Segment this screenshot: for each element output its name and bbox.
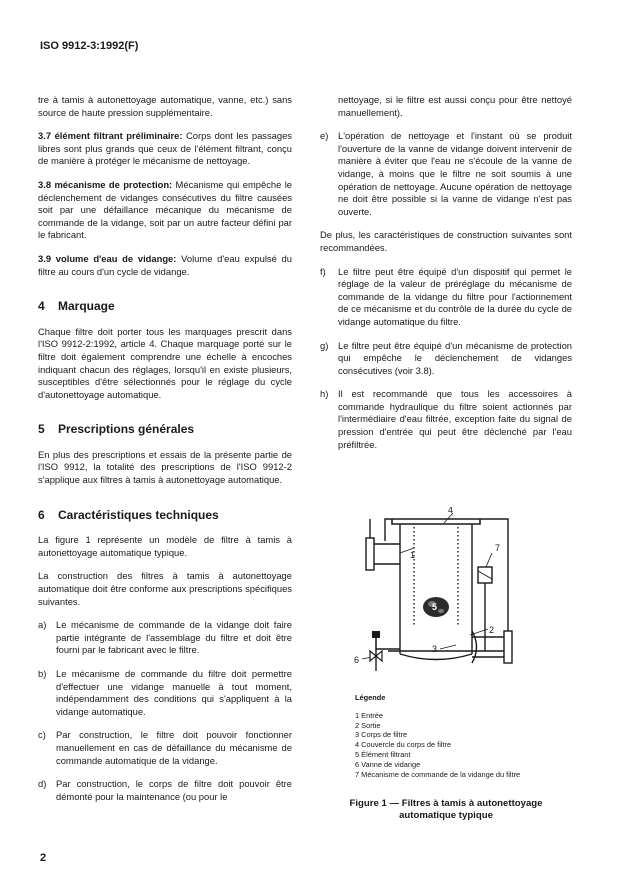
callout-1: 1 [410,550,416,560]
section-number: 5 [38,422,45,437]
term-definition: Corps dont les passages libres sont plus grands que ceux de l'élément filtrant, conçu de manière à protéger le mécanisme de nettoyage. [38,130,292,167]
term-3-7 [38,130,292,168]
list-item-text: Le mécanisme de commande de la vidange doit faire partie intégrante de l'assemblage du filtre et doit être fourni par le fabricant avec le filtre. [56,619,292,656]
list-item [38,668,292,718]
leader-7 [486,553,492,567]
section-6-paragraph-1: La figure 1 représente un modèle de filtre à tamis à autonettoyage automatique typique. [38,534,292,558]
term-definition: Volume d'eau expulsé du filtre au cours d'un cycle de vidange. [38,252,292,277]
section-4-text: Chaque filtre doit porter tous les marquages prescrit dans l'ISO 9912-2:1992, article 4. Chaque marquage porté sur le filtre doit également comprendre une échelle à encoches indiquant chacun des réglages, lorsqu'il en existe plusieurs, susceptibles d'être sélectionnés pour le réglage du cycle d'autonettoyage automatique. [38,325,292,400]
term-definition: Mécanisme qui empêche le déclenchement de vidanges consécutives du filtre causées soit par une défaillance mécanique du mécanisme de commande de la vidange, soit par un autre facteur défini par le fabricant. [38,178,292,241]
list-item [38,729,292,767]
section-title: Marquage [58,299,115,314]
outlet-flange [504,631,512,663]
legend-item: 7 Mécanisme de commande de la vidange du filtre [355,769,521,779]
legend-item: 3 Corps de filtre [355,730,408,740]
list-item-text: Le filtre peut être équipé d'un mécanisme de protection qui empêche le déclenchement de vidanges consécutives (voir 3.8). [338,339,572,376]
filter-body [400,524,472,654]
list-item [320,388,572,451]
valve-actuator [372,631,380,638]
section-heading-6 [38,509,292,522]
section-title: Prescriptions générales [58,422,195,437]
legend-item: 6 Vanne de vidange [355,759,421,769]
term-number: 3.8 [38,178,52,190]
term-number: 3.9 [38,252,52,264]
term-3-8 [38,179,292,242]
right-column [320,94,572,462]
callout-6: 6 [354,655,360,665]
section-heading-4 [38,300,292,313]
list-item [320,266,572,329]
continued-text: tre à tamis à autonettoyage automatique, vanne, etc.) sans source de haute pression supplémentaire. [38,94,292,118]
list-marker: c) [38,729,46,741]
section-title: Caractéristiques techniques [58,507,219,522]
legend-item: 5 Élément filtrant [355,749,411,759]
list-marker: f) [320,265,326,277]
term-number: 3.7 [38,130,52,142]
list-item-text: L'opération de nettoyage et l'instant où se produit l'ouverture de la vanne de vidange doivent intervenir de manière à éviter que l'eau ne s'écoule de la vanne de vidange, à moins que le filtre ne soit soumis à une opération de nettoyage. Aucune opération de nettoyage ne doit être possible si la vanne de vidange n'est pas ouverte. [338,130,572,217]
legend-item: 1 Entrée [355,710,383,720]
term-3-9 [38,253,292,278]
legend-title: Légende [355,693,386,702]
list-item [38,619,292,657]
callout-2: 2 [489,625,495,635]
list-item-text: Par construction, le corps de filtre doit pouvoir être démonté pour la maintenance (ou pour le [56,778,292,802]
list-marker: g) [320,339,329,351]
legend-item: 2 Sortie [355,720,381,730]
inlet-flange [366,538,374,570]
term-label: volume d'eau de vidange: [55,252,177,264]
list-marker: e) [320,130,329,142]
callout-7: 7 [495,543,501,553]
list-item [320,130,572,218]
list-marker: h) [320,388,329,400]
list-item-text: Par construction, le filtre doit pouvoir fonctionner manuellement en cas de défaillance du mécanisme de commande automatique de la vidange. [56,729,292,766]
term-label: mécanisme de protection: [54,178,173,190]
filter-diagram-svg [340,507,530,687]
list-item-text: Le filtre peut être équipé d'un dispositif qui permet le réglage de la valeur de préréglage du mécanisme de commande de la vidange du filtre pour l'actionnement de ce mécanisme et du contrôle de la durée du cycle de vidange automatique du filtre. [338,265,572,327]
list-item-text: Le mécanisme de commande du filtre doit permettre d'effectuer une vidange manuelle à tout moment, indépendamment des conditions qui s'appliquent à la vidange automatique. [56,668,292,717]
screen-mesh-highlight [438,609,444,613]
section-5-text: En plus des prescriptions et essais de la présente partie de l'ISO 9912, la totalité des prescriptions de l'ISO 9912-2 s'applique aux filtres à tamis à autonettoyage automatique. [38,448,292,486]
list-item-text: Il est recommandé que tous les accessoires à commande hydraulique du filtre soient actionnés par l'intermédiaire d'eau filtrée, exception faite du signal de pression d'entrée qui peut être déclenché par l'eau préfiltrée. [338,388,572,450]
continued-text: nettoyage, si le filtre est aussi conçu pour être nettoyé manuellement). [338,94,572,118]
section-6-paragraph-2: La construction des filtres à tamis à autonettoyage automatique doit être conforme aux prescriptions spécifiques suivantes. [38,570,292,607]
callout-3: 3 [432,644,438,654]
list-marker: a) [38,619,47,631]
list-item [38,778,292,803]
section-number: 6 [38,507,45,522]
list-item [320,340,572,378]
callout-5: 5 [432,602,438,612]
requirements-list-continued [320,130,572,218]
left-column [38,94,292,814]
term-label: élément filtrant préliminaire: [54,130,183,142]
inlet-pipe [374,544,400,564]
leader-3 [440,645,456,649]
section-heading-5 [38,423,292,436]
figure-legend [355,693,520,779]
recommendations-list [320,266,572,452]
body-cover [392,519,480,524]
drain-valve [370,631,382,661]
figure-caption: Figure 1 — Filtres à tamis à autonettoyage automatique typique [349,798,543,821]
filter-body-bottom [400,654,472,660]
section-number: 4 [38,299,45,314]
page-number: 2 [40,852,47,864]
filter-diagram [340,507,530,687]
document-header: ISO 9912-3:1992(F) [40,40,139,52]
list-marker: b) [38,668,47,679]
requirements-list [38,619,292,803]
legend-item: 4 Couvercle du corps de filtre [355,740,452,750]
recommendations-intro: De plus, les caractéristiques de construction suivantes sont recommandées. [320,229,572,253]
callout-4: 4 [448,507,454,515]
list-marker: d) [38,778,47,790]
